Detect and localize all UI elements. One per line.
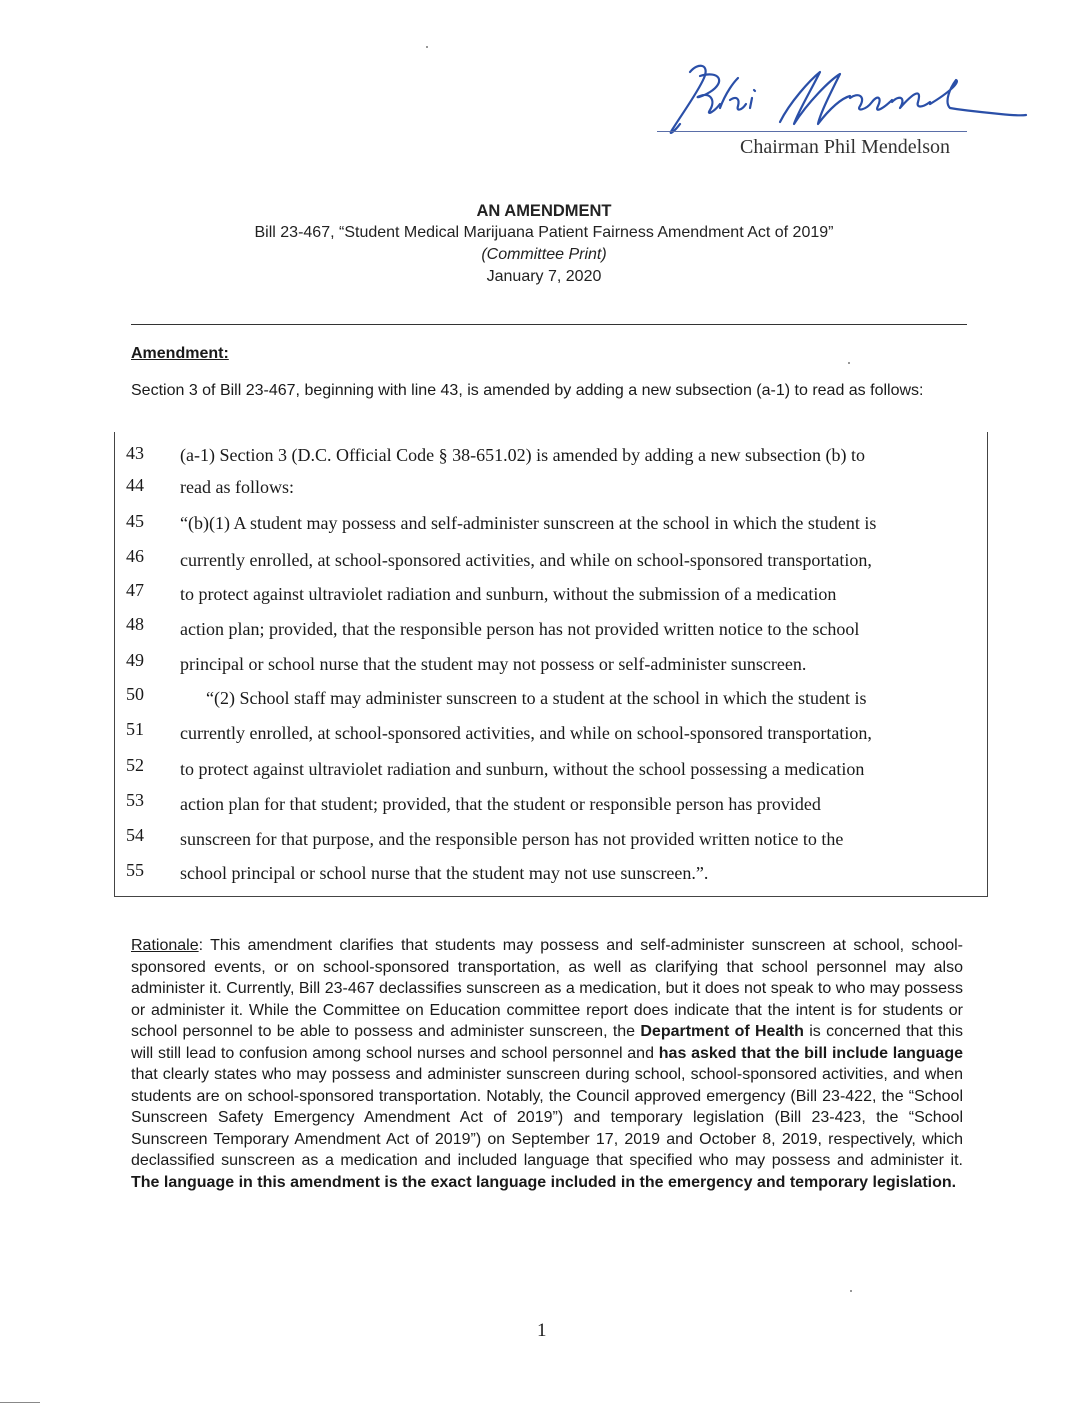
header-divider bbox=[131, 324, 967, 325]
line-number: 43 bbox=[126, 443, 144, 463]
line-number: 47 bbox=[126, 580, 144, 600]
committee-print: (Committee Print) bbox=[481, 246, 607, 263]
amendment-label: Amendment: bbox=[131, 345, 229, 362]
line-text: currently enrolled, at school-sponsored activities, and while on school-sponsored transportation, bbox=[180, 550, 872, 570]
rationale-bold-1: Department of Health bbox=[640, 1023, 804, 1040]
line-number: 50 bbox=[126, 684, 144, 704]
line-number: 48 bbox=[126, 614, 144, 634]
line-number: 45 bbox=[126, 511, 144, 531]
bill-title: Bill 23-467, “Student Medical Marijuana Patient Fairness Amendment Act of 2019” bbox=[254, 224, 834, 241]
document-header bbox=[0, 200, 1088, 288]
rationale-bold-3: The language in this amendment is the exact language included in the emergency and temporary legislation. bbox=[131, 1173, 957, 1191]
line-text: currently enrolled, at school-sponsored activities, and while on school-sponsored transportation, bbox=[180, 723, 872, 743]
line-text: action plan for that student; provided, that the student or responsible person has provided bbox=[180, 794, 821, 814]
document-title: AN AMENDMENT bbox=[476, 202, 612, 220]
line-text: to protect against ultraviolet radiation and sunburn, without the school possessing a medication bbox=[180, 759, 865, 779]
line-number: 52 bbox=[126, 755, 144, 775]
rationale-label: Rationale bbox=[131, 937, 199, 954]
document-date: January 7, 2020 bbox=[486, 268, 602, 285]
line-text: read as follows: bbox=[180, 477, 294, 497]
scan-speck bbox=[848, 362, 850, 364]
line-text: sunscreen for that purpose, and the responsible person has not provided written notice to the bbox=[180, 829, 844, 849]
line-text: “(2) School staff may administer sunscreen to a student at the school in which the student is bbox=[206, 688, 867, 708]
line-text: “(b)(1) A student may possess and self-administer sunscreen at the school in which the student is bbox=[180, 513, 877, 533]
line-number: 54 bbox=[126, 825, 144, 845]
signer-name: Chairman Phil Mendelson bbox=[740, 136, 950, 158]
line-text: (a-1) Section 3 (D.C. Official Code § 38-651.02) is amended by adding a new subsection (b) to bbox=[180, 445, 866, 465]
rationale-text-3: that clearly states who may possess and administer sunscreen during school, school-sponsored activities, and when students are on school-sponsored transportation. Notably, the Council approved emergency (Bill 23-422, the “School Sunscreen Safety Emergency Amendment Act of 2019”) and temporary legislation (Bill 23-423, the “School Sunscreen Temporary Amendment Act of 2019”) on September 17, 2019 and October 8, 2019, respectively, which declassified sunscreen as a medication and included language that specified who may possess and administer it. bbox=[131, 1066, 963, 1169]
scan-edge-mark bbox=[0, 1402, 40, 1403]
rationale-text-1: : This amendment clarifies that students may possess and self-administer sunscreen at school, school-sponsored events, or on school-sponsored transportation, as well as clarifying that school personnel may also administer it. Currently, Bill 23-467 declassifies sunscreen as a medication, but it does not speak to who may possess or administer it. While the Committee on Education committee report does indicate that the intent is for students or school personnel to be able to possess and administer sunscreen, the bbox=[131, 937, 963, 1040]
line-number: 51 bbox=[126, 719, 144, 739]
rationale-text-2: is concerned that this will still lead to confusion among school nurses and school personnel and bbox=[131, 1023, 964, 1062]
line-number: 53 bbox=[126, 790, 144, 810]
line-text: principal or school nurse that the student may not possess or self-administer sunscreen. bbox=[180, 654, 807, 674]
line-text: action plan; provided, that the responsible person has not provided written notice to the school bbox=[180, 619, 860, 639]
line-text: school principal or school nurse that the student may not use sunscreen.”. bbox=[180, 863, 709, 883]
rationale-bold-2: has asked that the bill include language bbox=[658, 1044, 963, 1062]
line-number: 55 bbox=[126, 860, 144, 880]
rationale-paragraph bbox=[131, 935, 963, 1193]
line-number: 49 bbox=[126, 650, 144, 670]
page-number: 1 bbox=[537, 1320, 547, 1341]
line-number: 46 bbox=[126, 546, 144, 566]
line-text: to protect against ultraviolet radiation and sunburn, without the submission of a medication bbox=[180, 584, 837, 604]
signature-line bbox=[657, 131, 967, 132]
amendment-intro: Section 3 of Bill 23-467, beginning with line 43, is amended by adding a new subsection (a-1) to read as follows: bbox=[131, 382, 924, 399]
scan-speck bbox=[850, 1290, 852, 1292]
line-number: 44 bbox=[126, 475, 144, 495]
scan-speck bbox=[426, 46, 428, 48]
